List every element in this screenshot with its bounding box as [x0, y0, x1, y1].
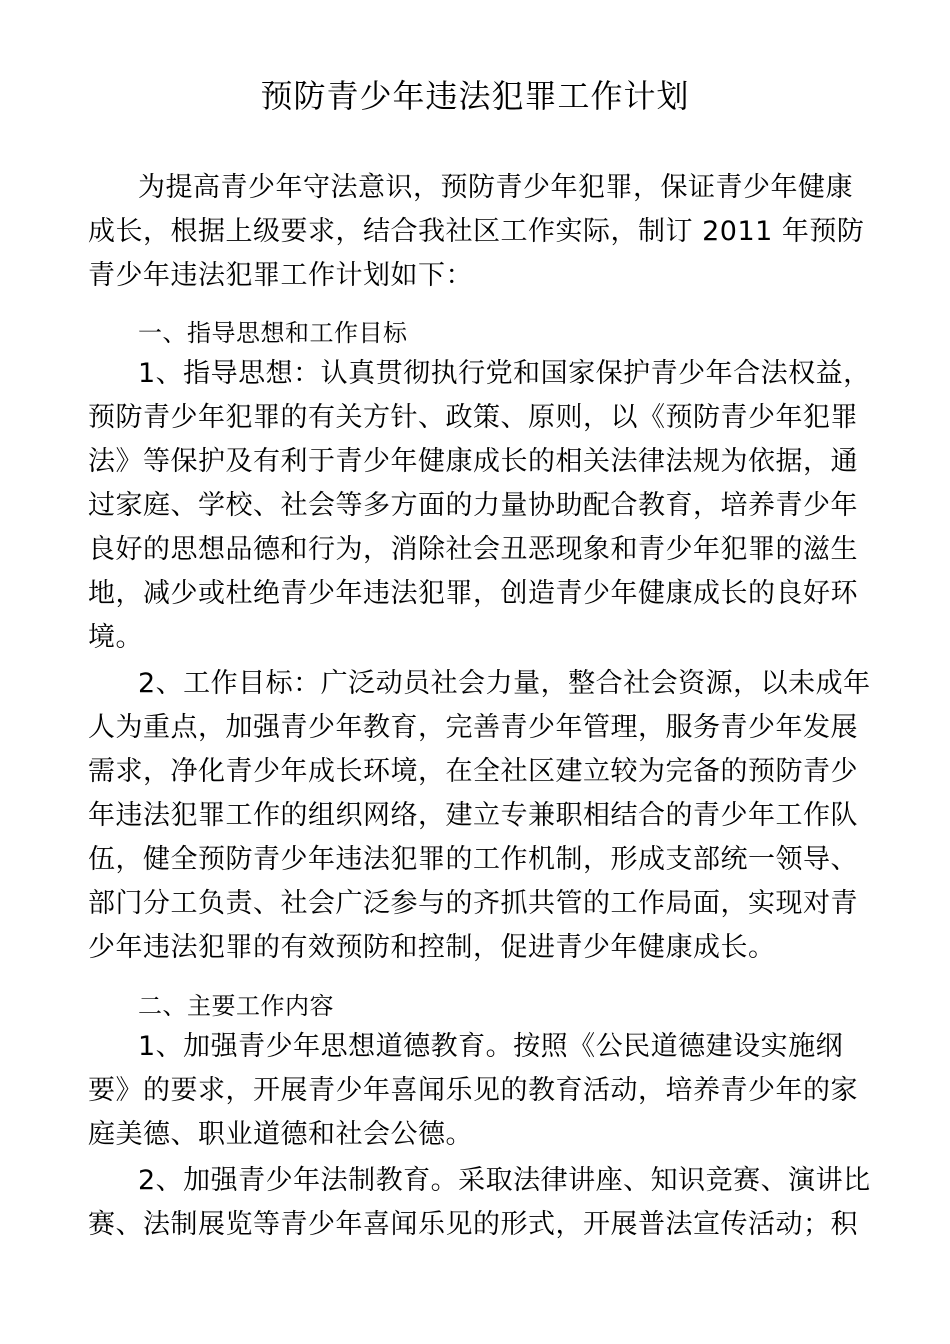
- paragraph-line: 需求，净化青少年成长环境，在全社区建立较为完备的预防青少: [88, 756, 858, 787]
- paragraph-line: 庭美德、职业道德和社会公德。: [88, 1119, 473, 1150]
- paragraph-line: 良好的思想品德和行为，消除社会丑恶现象和青少年犯罪的滋生: [88, 534, 858, 565]
- paragraph-line: 过家庭、学校、社会等多方面的力量协助配合教育，培养青少年: [88, 490, 858, 521]
- paragraph-line: 2、加强青少年法制教育。采取法律讲座、知识竞赛、演讲比: [138, 1165, 871, 1196]
- paragraph-line: 预防青少年犯罪的有关方针、政策、原则，以《预防青少年犯罪: [88, 402, 858, 433]
- paragraph-line: 地，减少或杜绝青少年违法犯罪，创造青少年健康成长的良好环: [88, 578, 858, 609]
- paragraph-line: 1、指导思想：认真贯彻执行党和国家保护青少年合法权益，: [138, 358, 871, 389]
- section-heading: 一、指导思想和工作目标: [138, 319, 408, 347]
- intro-line: 青少年违法犯罪工作计划如下：: [88, 260, 473, 291]
- intro-line: 为提高青少年守法意识，预防青少年犯罪，保证青少年健康: [138, 172, 853, 203]
- paragraph-line: 2、工作目标：广泛动员社会力量，整合社会资源，以未成年: [138, 668, 871, 699]
- paragraph-line: 年违法犯罪工作的组织网络，建立专兼职相结合的青少年工作队: [88, 800, 858, 831]
- paragraph-line: 少年违法犯罪的有效预防和控制，促进青少年健康成长。: [88, 932, 776, 963]
- section-heading: 二、主要工作内容: [138, 992, 334, 1020]
- paragraph-line: 人为重点，加强青少年教育，完善青少年管理，服务青少年发展: [88, 712, 858, 743]
- paragraph-line: 要》的要求，开展青少年喜闻乐见的教育活动，培养青少年的家: [88, 1075, 858, 1106]
- paragraph-line: 赛、法制展览等青少年喜闻乐见的形式，开展普法宣传活动；积: [88, 1209, 858, 1240]
- paragraph-line: 境。: [88, 622, 143, 653]
- intro-line: 成长，根据上级要求，结合我社区工作实际，制订 2011 年预防: [88, 216, 865, 247]
- paragraph-line: 法》等保护及有利于青少年健康成长的相关法律法规为依据，通: [88, 446, 858, 477]
- paragraph-line: 伍，健全预防青少年违法犯罪的工作机制，形成支部统一领导、: [88, 844, 858, 875]
- paragraph-line: 部门分工负责、社会广泛参与的齐抓共管的工作局面，实现对青: [88, 888, 858, 919]
- document-title: 预防青少年违法犯罪工作计划: [260, 77, 690, 115]
- paragraph-line: 1、加强青少年思想道德教育。按照《公民道德建设实施纲: [138, 1031, 844, 1062]
